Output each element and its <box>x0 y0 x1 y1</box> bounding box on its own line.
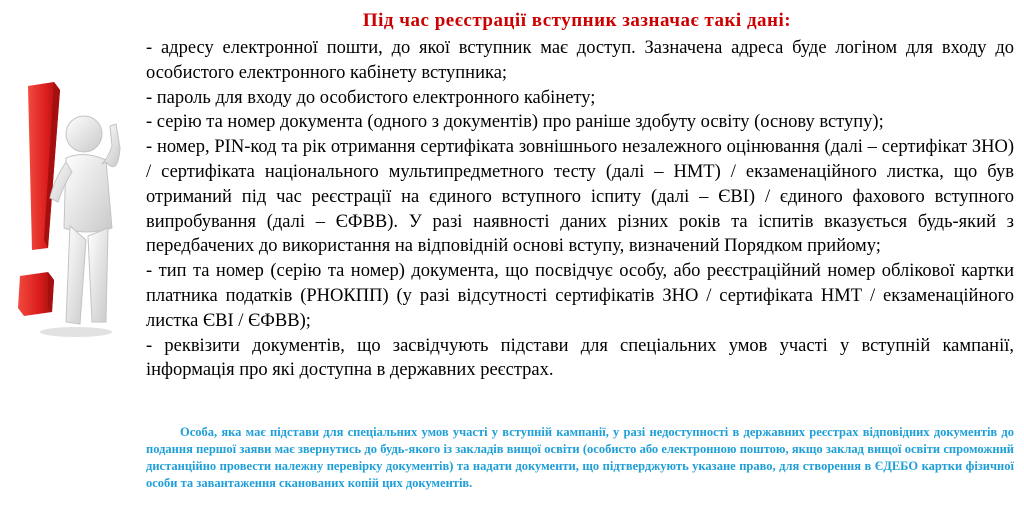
list-item: - адресу електронної пошти, до якої вступник має доступ. Зазначена адреса буде логіном для входу до особистого електронного кабінету вступника; <box>146 38 1014 83</box>
list-item: - реквізити документів, що засвідчують підстави для спеціальних умов участі у вступній кампанії, інформація про які доступна в державних реєстрах. <box>146 335 1014 381</box>
list-item: - тип та номер (серію та номер) документа, що посвідчує особу, або реєстраційний номер облікової картки платника податків (РНОКПП) (у разі відсутності сертифікатів ЗНО / сертифіката НМТ / екзаменаційного листка ЄВІ / ЄФВВ); <box>146 261 1014 331</box>
page-title: Під час реєстрації вступник зазначає такі дані: <box>362 10 792 31</box>
note-text: Особа, яка має підстави для спеціальних умов участі у вступній кампанії, у разі недоступності в державних реєстрах відповідних документів до подання першої заяви має звернутись до будь-якого із закладів вищої освіти (особисто або електронною поштою, якщо заклад вищої освіти спроможний дистанційно провести належну перевірку документів) та надати документи, що підтверджують указане право, для створення в ЄДЕБО картки фізичної особи та завантаження сканованих копій цих документів. <box>146 425 1014 490</box>
list-item: - серію та номер документа (одного з документів) про раніше здобуту освіту (основу вступу); <box>146 112 884 133</box>
exclamation-mark-person-icon <box>14 80 144 340</box>
list-item: - пароль для входу до особистого електронного кабінету; <box>146 87 596 108</box>
list-item: - номер, PIN-код та рік отримання сертифіката зовнішнього незалежного оцінювання (далі – сертифікат ЗНО) / сертифіката національного мультипредметного тесту (далі – НМТ) / екзаменаційного листка, що був отриманий під час реєстрації на єдиного вступного іспиту (далі – ЄВІ) / єдиного фахового вступного випробування (далі – ЄФВВ). У разі наявності даних різних років та іспитів вказується будь-який з передбачених до використання на відповідній основі вступу, визначений Порядком прийому; <box>146 137 1014 257</box>
requirements-list <box>146 36 1014 383</box>
note-paragraph <box>146 424 1014 492</box>
